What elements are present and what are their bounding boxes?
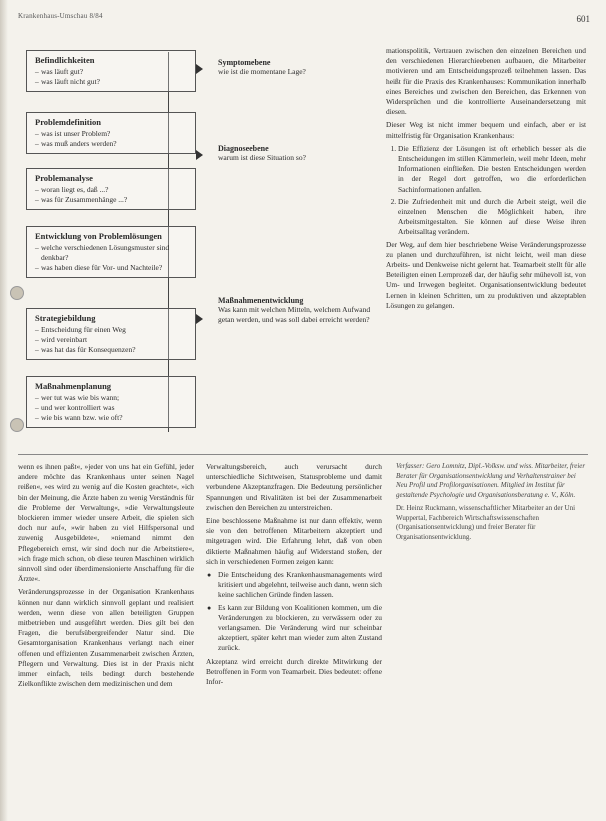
- box-item: – wer tut was wie bis wann;: [35, 393, 189, 403]
- box-item: – was muß anders werden?: [35, 139, 189, 149]
- paragraph: wenn es ihnen paßt«, »jeder von uns hat ein Gefühl, jeder andere möchte das Krankenhaus unter seinen Nagel reißen«, »es wird zu wenig auf die Kosten geachtet«, »ich bin der Meinung, die Ärzte haben zu wenig Verständnis für die Probleme der Verwaltung«, »die Verwaltungsleute blockieren immer wieder unsere Arbeit, die spielen sich doch nur auf«, »wir haben zu viel Hilfspersonal und zuwenig Ausgebildete«, »niemand nimmt den Pflegebereich ernst, wir sind doch nur die Arbeitstiere«, »ich frage mich schon, ob diese teuren Maschinen wirklich sinnvoll sind oder überdimensionierte Anschaffung für die Ärzte«.: [18, 462, 194, 584]
- numbered-list: [386, 144, 586, 238]
- box-title: Befindlichkeiten: [35, 55, 95, 65]
- diagram-box-befindlichkeiten: [26, 50, 196, 92]
- box-item: – und wer kontrolliert was: [35, 403, 189, 413]
- note-diagnoseebene: [218, 144, 378, 163]
- list-item: 2. Die Zufriedenheit mit und durch die Arbeit steigt, weil die einzelnen Menschen die Möglichkeit haben, ihre Arbeitsmitgestalten. Sie können auf diese Weise ihren Arbeitsalltag verändern.: [398, 197, 586, 238]
- diagram-box-problemloesungen: [26, 226, 196, 278]
- bottom-column-3: [396, 462, 586, 542]
- box-item: – was läuft gut?: [35, 67, 189, 77]
- box-item: – was haben diese für Vor- und Nachteile?: [35, 263, 189, 273]
- paragraph: Der Weg, auf dem hier beschriebene Weise Veränderungsprozesse zu planen und durchzuführen, ist nicht leicht, weil man diese Arbeits- und Denkweise nicht gelernt hat. Teamarbeit stellt für alle Beteiligten einen Lernprozeß dar, der häufig sehr mühevoll ist, von Um- und Irrwegen begleitet. Organisationsentwicklung bedeutet Lernen in kleinen Schritten, um zu produktiven und akzeptablen Lösungen zu gelangen.: [386, 239, 586, 310]
- author-note: Verfasser: Gero Lomnitz, Dipl.-Volksw. und wiss. Mitarbeiter, freier Berater für Organisationsentwicklung und Verhaltenstrainer bei Neu Profil und Profilorganisationen. Mitglied im Institut für gestaltende Psychologie und Organisationsberatung e. V., Köln.: [396, 462, 586, 499]
- box-item: – was für Zusammenhänge ...?: [35, 195, 189, 205]
- arrow-right-icon: [196, 64, 203, 74]
- diagram-box-massnahmenplanung: [26, 376, 196, 428]
- box-item: – was hat das für Konsequenzen?: [35, 345, 189, 355]
- box-item: – wie bis wann bzw. wie oft?: [35, 413, 189, 423]
- paragraph: Verwaltungsbereich, auch verursacht durch unterschiedliche Sichtweisen, Statusprobleme und damit verbundene Akzeptanzfragen. Die Bedeutung persönlicher Spannungen und Rivalitäten ist bei der Zusammenarbeit zwischen den Bereichen zu unterstreichen.: [206, 462, 382, 512]
- box-item: – welche verschiedenen Lösungsmuster sind denkbar?: [35, 243, 189, 263]
- box-title: Problemanalyse: [35, 173, 93, 183]
- bullet-list: [206, 570, 382, 654]
- paragraph: Eine beschlossene Maßnahme ist nur dann effektiv, wenn sie von den betroffenen Mitarbeitern akzeptiert und mitgetragen wird. Die Erfahrung lehrt, daß von oben diktierte Maßnahmen häufig auf Widerstand stoßen, der sich in verschiedenen Formen zeigen kann:: [206, 516, 382, 566]
- list-item: 1. Die Effizienz der Lösungen ist oft erheblich besser als die Entscheidungen im stillen Kämmerlein, weil mehr Ideen, mehr Informationen einfließen. Die besten Entscheidungen werden in der Regel dort getroffen, wo die erforderlichen Sachinformationen anfallen.: [398, 144, 586, 195]
- note-massnahmenentwicklung: [218, 296, 378, 325]
- note-text: warum ist diese Situation so?: [218, 153, 306, 162]
- note-title: Diagnoseebene: [218, 144, 269, 153]
- note-text: Was kann mit welchen Mitteln, welchem Aufwand getan werden, und was soll dabei erreicht werden?: [218, 305, 371, 324]
- author-bio: Dr. Heinz Ruckmann, wissenschaftlicher Mitarbeiter an der Uni Wuppertal, Fachbereich Wirtschaftswissenschaften (Organisationsentwicklung) und freier Berater für Organisationsentwicklung.: [396, 504, 576, 541]
- process-diagram: [18, 46, 380, 446]
- box-title: Maßnahmenplanung: [35, 381, 112, 391]
- box-title: Strategiebildung: [35, 313, 96, 323]
- paragraph: Veränderungsprozesse in der Organisation Krankenhaus können nur dann wirklich sinnvoll geplant und realisiert werden, wenn diese von allen beteiligten Gruppen mitbetrieben und ausgeführt werden. Dies gilt bei den Fragen, die berufsübergreifender Natur sind. Die Gesamtorganisation Krankenhaus verlangt nach einer offenen und effizienten Zusammenarbeit zwischen Ärzten, Pflegern und Verwaltung. Dies ist in der Praxis nicht immer einfach, teils bedingt durch bestehende Zielkonflikte zwischen dem medizinischen und dem: [18, 587, 194, 689]
- box-title: Problemdefinition: [35, 117, 101, 127]
- section-divider: [18, 454, 588, 455]
- box-item: – wird vereinbart: [35, 335, 189, 345]
- page-binding-shadow: [0, 0, 8, 821]
- box-item: – woran liegt es, daß ...?: [35, 185, 189, 195]
- diagram-box-strategiebildung: [26, 308, 196, 360]
- note-text: wie ist die momentane Lage?: [218, 67, 306, 76]
- list-item: ● Es kann zur Bildung von Koalitionen kommen, um die Veränderungen zu blockieren, zu verwässern oder zu verlangsamen. Die Veränderung wird nur scheinbar akzeptiert, später kehrt man wieder zum alten Zustand zurück.: [218, 603, 382, 654]
- paragraph: Dieser Weg ist nicht immer bequem und einfach, aber er ist mittelfristig für Organisation Krankenhaus:: [386, 120, 586, 140]
- diagram-box-problemanalyse: [26, 168, 196, 210]
- bottom-column-1: [18, 462, 194, 692]
- bottom-column-2: [206, 462, 382, 690]
- running-title: Krankenhaus-Umschau 8/84: [18, 12, 103, 20]
- box-item: – was ist unser Problem?: [35, 129, 189, 139]
- note-title: Symptomebene: [218, 58, 271, 67]
- list-item: ● Die Entscheidung des Krankenhausmanagements wird kritisiert und abgelehnt, teilweise auch dann, wenn sich keine sachlichen Gründe finden lassen.: [218, 570, 382, 601]
- page-number: 601: [576, 14, 590, 24]
- note-title: Maßnahmenentwicklung: [218, 296, 304, 305]
- diagram-box-problemdefinition: [26, 112, 196, 154]
- right-column-top: [386, 46, 586, 314]
- box-item: – Entscheidung für einen Weg: [35, 325, 189, 335]
- box-item: – was läuft nicht gut?: [35, 77, 189, 87]
- box-title: Entwicklung von Problemlösungen: [35, 231, 162, 241]
- paragraph: Akzeptanz wird erreicht durch direkte Mitwirkung der Betroffenen in Form von Teamarbeit. Dies bedeutet: offene Infor-: [206, 656, 382, 687]
- arrow-right-icon: [196, 150, 203, 160]
- paragraph: mationspolitik, Vertrauen zwischen den einzelnen Bereichen und den verschiedenen Hierarchieebenen aufbauen, die Mitarbeiter motivieren und am Entscheidungsprozeß teilnehmen lassen. Das heißt für die Praxis des Krankenhauses: Kommunikation innerhalb eines Bereiches und zwischen den Bereichen, das Erkennen von Widersprüchen und die kontrollierte Auseinandersetzung mit diesen.: [386, 46, 586, 117]
- arrow-right-icon: [196, 314, 203, 324]
- note-symptomebene: [218, 58, 378, 77]
